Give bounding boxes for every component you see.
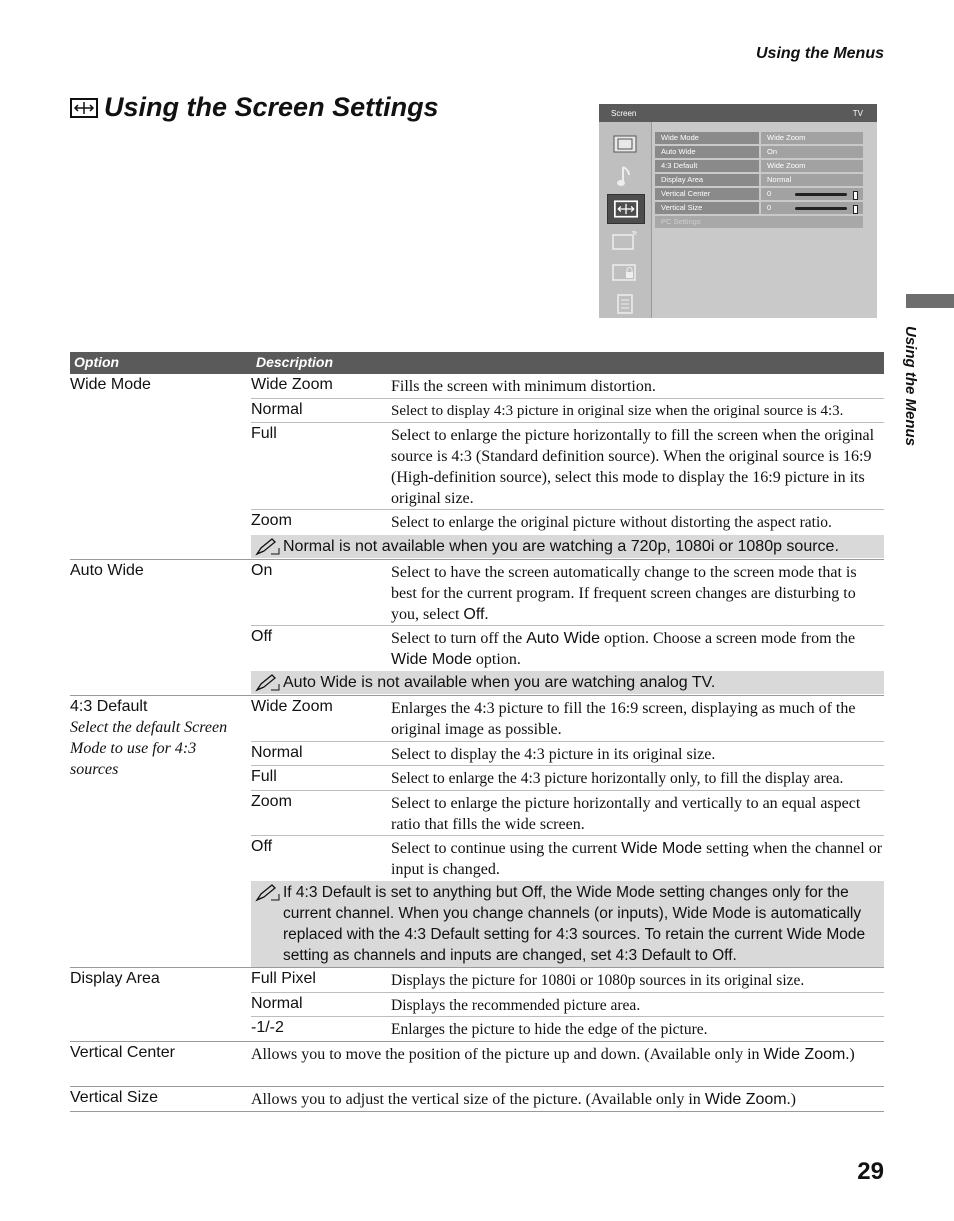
note-pencil-icon <box>255 538 281 556</box>
note-box <box>251 881 884 967</box>
menu-row-label: PC Settings <box>655 216 863 228</box>
menu-row-wide-mode <box>655 132 863 144</box>
screen-settings-icon <box>70 98 98 118</box>
menu-header-source: TV <box>852 109 863 118</box>
setting-description: Displays the recommended picture area. <box>391 997 641 1014</box>
table-row <box>251 1017 884 1041</box>
side-label: Using the Menus <box>902 326 919 447</box>
table-row <box>251 742 884 766</box>
setting-description: Select to enlarge the picture horizontally and vertically to an equal aspect ratio that fills the wide screen. <box>391 795 861 833</box>
slider-knob <box>853 191 858 200</box>
setting-name: Normal <box>251 995 303 1012</box>
table-row <box>251 836 884 880</box>
menu-row-value: On <box>761 146 863 158</box>
table-row <box>251 374 884 399</box>
note-text: If 4:3 Default is set to anything but Off, the Wide Mode setting changes only for the current channel. When you change channels (or inputs), Wide Mode is automatically replaced with the 4:3 Default setting for 4:3 sources. To retain the current Wide Mode setting as channels and inputs are changed, set 4:3 Default to Off. <box>283 884 866 964</box>
note-box <box>251 671 884 694</box>
option-description: Allows you to adjust the vertical size of the picture. (Available only in Wide Zoom.) <box>251 1091 796 1108</box>
setting-name: Wide Zoom <box>251 698 333 715</box>
setting-name: Full Pixel <box>251 970 316 987</box>
menu-row-pc-settings <box>655 216 863 228</box>
setting-name: Normal <box>251 744 303 761</box>
table-row <box>251 560 884 626</box>
menu-row-label: 4:3 Default <box>655 160 759 172</box>
menu-row-number: 0 <box>767 189 772 198</box>
setting-description: Displays the picture for 1080i or 1080p sources in its original size. <box>391 972 805 989</box>
table-row <box>251 791 884 836</box>
setting-description: Select to enlarge the original picture without distorting the aspect ratio. <box>391 514 832 531</box>
setting-name: Zoom <box>251 793 292 810</box>
page-number: 29 <box>857 1158 884 1185</box>
table-row <box>251 399 884 423</box>
title-block <box>70 92 439 123</box>
option-subtitle: Select the default Screen Mode to use for 4:3 sources <box>70 719 228 778</box>
setting-description: Enlarges the picture to hide the edge of the picture. <box>391 1021 708 1038</box>
option-description: Allows you to move the position of the picture up and down. (Available only in Wide Zoom.) <box>251 1046 855 1063</box>
option-name: Vertical Center <box>70 1044 175 1061</box>
group-auto-wide <box>70 560 884 696</box>
menu-row-label: Wide Mode <box>655 132 759 144</box>
picture-menu-icon <box>607 130 643 158</box>
header-option: Option <box>74 354 120 370</box>
group-wide-mode <box>70 374 884 560</box>
setting-name: Full <box>251 425 277 442</box>
setting-description: Select to display 4:3 picture in original size when the original source is 4:3. <box>391 403 844 419</box>
setting-description: Select to enlarge the 4:3 picture horizontally only, to fill the display area. <box>391 770 844 787</box>
menu-icon-column <box>599 122 652 318</box>
menu-row-vertical-size <box>655 202 863 214</box>
menu-row-number: 0 <box>767 203 772 212</box>
menu-screenshot <box>599 104 877 318</box>
group-43-default <box>70 696 884 968</box>
menu-row-value <box>761 188 863 200</box>
menu-row-label: Vertical Size <box>655 202 759 214</box>
menu-row-value <box>761 202 863 214</box>
setup-menu-icon <box>607 290 643 318</box>
menu-header-title: Screen <box>611 109 637 118</box>
setting-name: Off <box>251 838 273 855</box>
setting-description: Select to have the screen automatically change to the screen mode that is best for the current program. If frequent screen changes are disturbing to you, select Off. <box>391 564 857 623</box>
setting-name: Full <box>251 768 277 785</box>
setting-description: Enlarges the 4:3 picture to fill the 16:9 screen, displaying as much of the original image as possible. <box>391 700 856 738</box>
table-row <box>251 696 884 742</box>
menu-row-value: Wide Zoom <box>761 160 863 172</box>
header-description: Description <box>256 354 334 370</box>
menu-row-label: Auto Wide <box>655 146 759 158</box>
option-name: Auto Wide <box>70 562 144 579</box>
setting-name: Normal <box>251 401 303 418</box>
note-pencil-icon <box>255 674 281 692</box>
table-row <box>251 993 884 1017</box>
group-display-area <box>70 968 884 1042</box>
setting-description: Select to display the 4:3 picture in its original size. <box>391 746 716 763</box>
setting-description: Select to continue using the current Wide Mode setting when the channel or input is changed. <box>391 840 883 878</box>
setting-name: On <box>251 562 273 579</box>
running-head: Using the Menus <box>755 45 884 62</box>
table-row <box>251 766 884 791</box>
menu-header <box>599 104 877 122</box>
note-box <box>251 535 884 558</box>
menu-row-value: Normal <box>761 174 863 186</box>
slider-track <box>795 193 847 196</box>
side-tab-marker <box>906 294 954 308</box>
screen-menu-icon <box>607 194 645 224</box>
setting-name: Wide Zoom <box>251 376 333 393</box>
note-text: Auto Wide is not available when you are watching analog TV. <box>283 674 716 691</box>
option-name: 4:3 Default Select the default Screen Mode to use for 4:3 sources <box>70 698 246 780</box>
table-row <box>251 626 884 670</box>
setting-name: Zoom <box>251 512 292 529</box>
option-name: Display Area <box>70 970 160 987</box>
option-name: Vertical Size <box>70 1089 159 1106</box>
group-vertical-size <box>70 1087 884 1112</box>
menu-row-value: Wide Zoom <box>761 132 863 144</box>
setting-description: Fills the screen with minimum distortion. <box>391 378 656 395</box>
video-options-menu-icon <box>607 226 643 254</box>
menu-row-auto-wide <box>655 146 863 158</box>
setting-description: Select to enlarge the picture horizontally to fill the screen when the original source is 4:3 (Standard definition source). When the original source is 16:9 (High-definition source), select this mode to display the 16:9 picture in its original size. <box>391 427 875 507</box>
menu-row-display-area <box>655 174 863 186</box>
group-vertical-center <box>70 1042 884 1087</box>
setting-name: Off <box>251 628 273 645</box>
table-row <box>251 423 884 510</box>
sound-menu-icon <box>607 162 643 190</box>
note-pencil-icon <box>255 884 281 902</box>
menu-row-label: Display Area <box>655 174 759 186</box>
setting-description: Select to turn off the Auto Wide option. Choose a screen mode from the Wide Mode option. <box>391 630 856 668</box>
table-row <box>251 510 884 534</box>
menu-row-vertical-center <box>655 188 863 200</box>
slider-track <box>795 207 847 210</box>
page-title: Using the Screen Settings <box>104 92 439 122</box>
table-row <box>251 968 884 993</box>
table-header <box>70 352 884 374</box>
slider-knob <box>853 205 858 214</box>
setting-name: -1/-2 <box>251 1019 284 1036</box>
menu-row-label: Vertical Center <box>655 188 759 200</box>
note-text: Normal is not available when you are watching a 720p, 1080i or 1080p source. <box>283 538 839 555</box>
option-name: Wide Mode <box>70 376 151 393</box>
parental-lock-menu-icon <box>607 258 643 286</box>
menu-row-43-default <box>655 160 863 172</box>
